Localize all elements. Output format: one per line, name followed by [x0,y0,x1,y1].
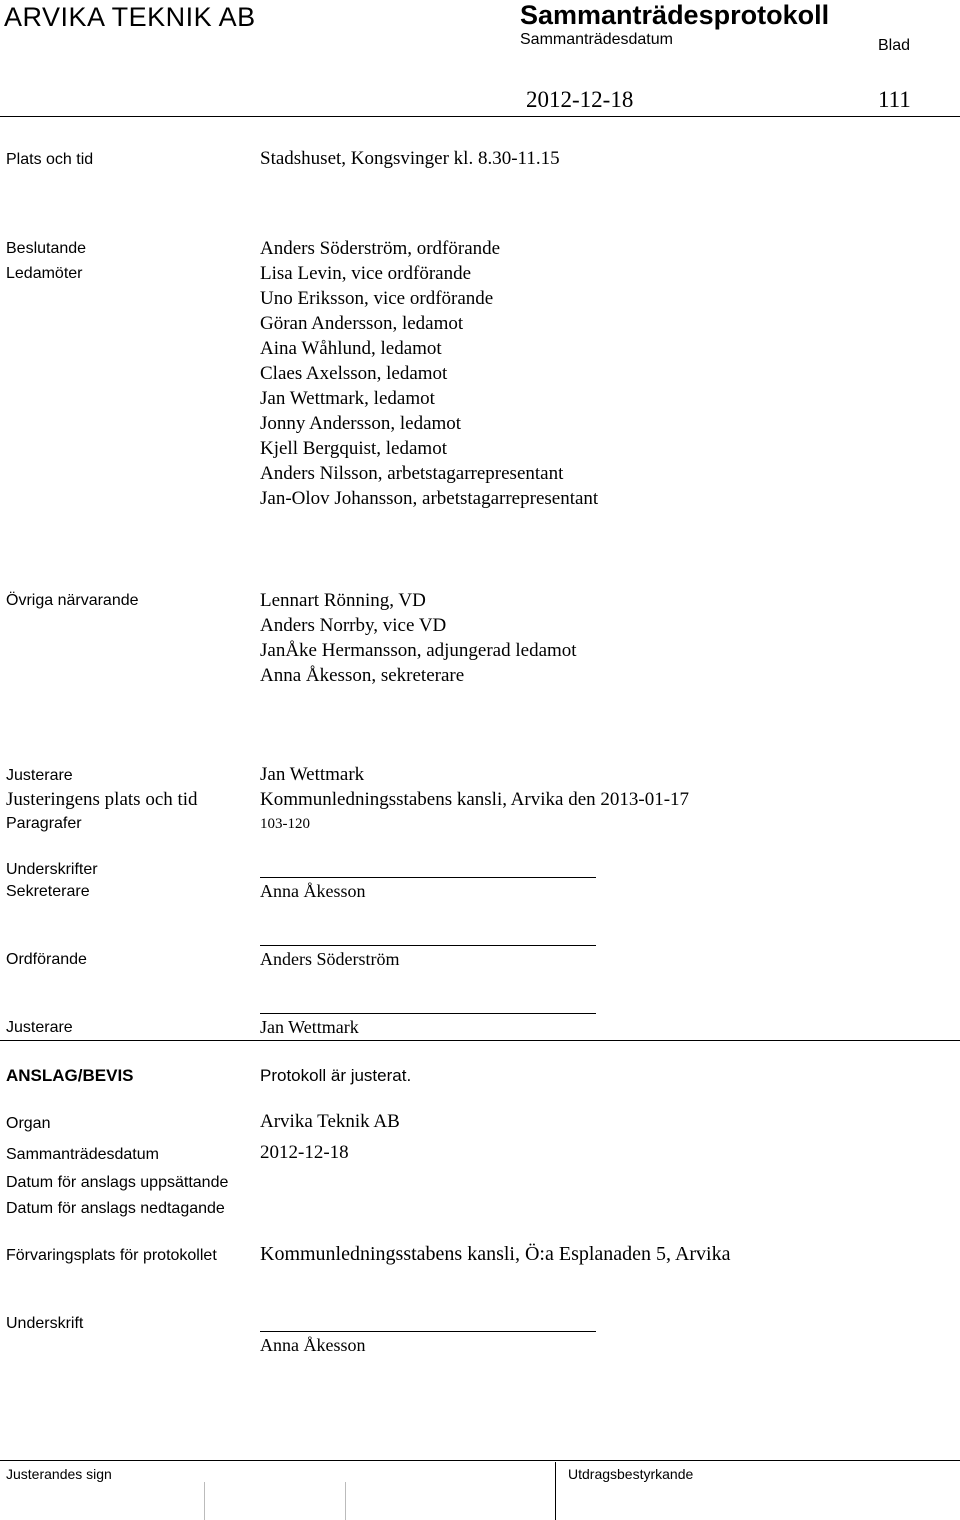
footer-certification-label: Utdragsbestyrkande [568,1466,694,1482]
list-item: Lisa Levin, vice ordförande [260,263,472,284]
chair-label: Ordförande [6,951,87,968]
list-item: Aina Wåhlund, ledamot [260,338,442,359]
signature-line-notice [260,1331,596,1332]
signature-line-adjuster [260,1013,596,1014]
members-label-decision: Beslutande [6,240,87,257]
organization-logo-text: ARVIKA TEKNIK AB [4,2,256,32]
list-item: Göran Andersson, ledamot [260,313,464,334]
signature-adjuster-name: Jan Wettmark [260,1017,359,1037]
signature-label: Underskrift [6,1315,84,1332]
footer-adjuster-sign-label: Justerandes sign [6,1466,112,1482]
signature-line-chair [260,945,596,946]
list-item: Jonny Andersson, ledamot [260,413,462,434]
list-item: Anders Söderström, ordförande [260,238,501,259]
secretary-name: Anna Åkesson [260,881,366,901]
header-page-label: Blad [878,37,911,54]
list-item: Anders Nilsson, arbetstagarrepresentant [260,463,564,484]
footer-divider [0,1460,960,1461]
list-item: Jan Wettmark, ledamot [260,388,435,409]
chair-name: Anders Söderström [260,949,400,969]
organ-value: Arvika Teknik AB [260,1111,400,1132]
adjustment-place-label: Justeringens plats och tid [6,789,198,810]
header-page-value: 111 [878,87,911,112]
notice-divider [0,1040,960,1041]
header-date-value: 2012-12-18 [526,87,634,112]
others-present-list [260,588,577,688]
adjustment-place-value: Kommunledningsstabens kansli, Arvika den 2013-01-17 [260,789,690,810]
removed-date-label: Datum för anslags nedtagande [6,1200,225,1217]
notice-signature-name: Anna Åkesson [260,1335,366,1355]
posted-date-label: Datum för anslags uppsättande [6,1174,229,1191]
others-present-label: Övriga närvarande [6,592,139,609]
adjuster-label: Justerare [6,767,73,784]
members-list [260,236,598,511]
notice-status: Protokoll är justerat. [260,1066,412,1085]
footer-sign-box-divider [204,1482,205,1520]
members-label-members: Ledamöter [6,265,83,282]
list-item: Jan-Olov Johansson, arbetstagarrepresentant [260,488,599,509]
organ-label: Organ [6,1115,51,1132]
header-date-label: Sammanträdesdatum [520,31,673,48]
signature-adjuster-label: Justerare [6,1019,73,1036]
notice-date-label: Sammanträdesdatum [6,1146,159,1163]
notice-title: ANSLAG/BEVIS [6,1066,134,1085]
storage-value: Kommunledningsstabens kansli, Ö:a Esplanaden 5, Arvika [260,1243,731,1265]
notice-date-value: 2012-12-18 [260,1142,349,1163]
secretary-label: Sekreterare [6,883,90,900]
storage-label: Förvaringsplats för protokollet [6,1247,217,1264]
place-time-value: Stadshuset, Kongsvinger kl. 8.30-11.15 [260,148,560,169]
signatures-label: Underskrifter [6,861,98,878]
document-title: Sammanträdesprotokoll [520,0,830,30]
list-item: Lennart Rönning, VD [260,590,426,611]
list-item: Kjell Bergquist, ledamot [260,438,447,459]
header-divider [0,116,960,117]
list-item: Uno Eriksson, vice ordförande [260,288,494,309]
signature-line-secretary [260,877,596,878]
list-item: Anna Åkesson, sekreterare [260,665,465,686]
place-time-label: Plats och tid [6,151,94,168]
list-item: JanÅke Hermansson, adjungerad ledamot [260,640,577,661]
footer-sign-box-divider [345,1482,346,1520]
list-item: Claes Axelsson, ledamot [260,363,448,384]
adjuster-value: Jan Wettmark [260,764,365,785]
paragraphs-value: 103-120 [260,816,310,832]
list-item: Anders Norrby, vice VD [260,615,447,636]
paragraphs-label: Paragrafer [6,815,82,832]
footer-separator [555,1462,556,1520]
